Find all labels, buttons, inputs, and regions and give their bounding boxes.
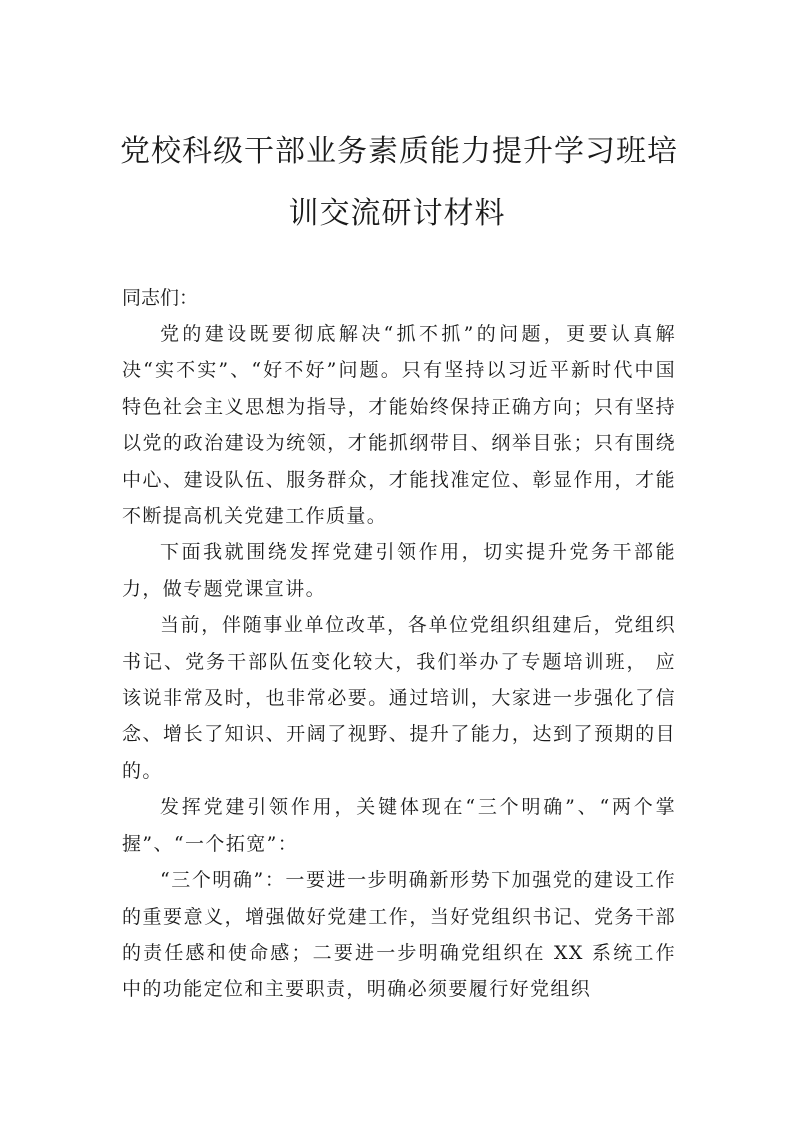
document-title-line-1: 党校科级干部业务素质能力提升学习班培	[120, 134, 678, 169]
paragraph-1: 党的建设既要彻底解决“抓不抓”的问题，更要认真解决“实不实”、“好不好”问题。只有坚持以习近平新时代中国特色社会主义思想为指导，才能始终保持正确方向；只有坚持以党的政治建设为统领，才能抓纲带目、纲举目张；只有围绕中心、建设队伍、服务群众，才能找准定位、彰显作用，才能不断提高机关党建工作质量。	[122, 323, 676, 528]
document-body	[122, 280, 676, 1008]
document-title-line-2: 训交流研讨材料	[288, 196, 506, 231]
paragraph-3: 当前，伴随事业单位改革，各单位党组织组建后，党组织书记、党务干部队伍变化较大，我们举办了专题培训班， 应该说非常及时，也非常必要。通过培训，大家进一步强化了信念、增长了知识、开阔了视野、提升了能力，达到了预期的目的。	[122, 614, 676, 782]
paragraph-5: “三个明确”：一要进一步明确新形势下加强党的建设工作的重要意义，增强做好党建工作，当好党组织书记、党务干部的责任感和使命感；二要进一步明确党组织在 XX 系统工作中的功能定位和主要职责，明确必须要履行好党组织	[122, 869, 676, 1001]
paragraph-2: 下面我就围绕发挥党建引领作用，切实提升党务干部能力，做专题党课宣讲。	[122, 541, 676, 600]
paragraph-4: 发挥党建引领作用，关键体现在“三个明确”、“两个掌握”、“一个拓宽”：	[122, 796, 676, 855]
greeting: 同志们：	[122, 287, 199, 309]
